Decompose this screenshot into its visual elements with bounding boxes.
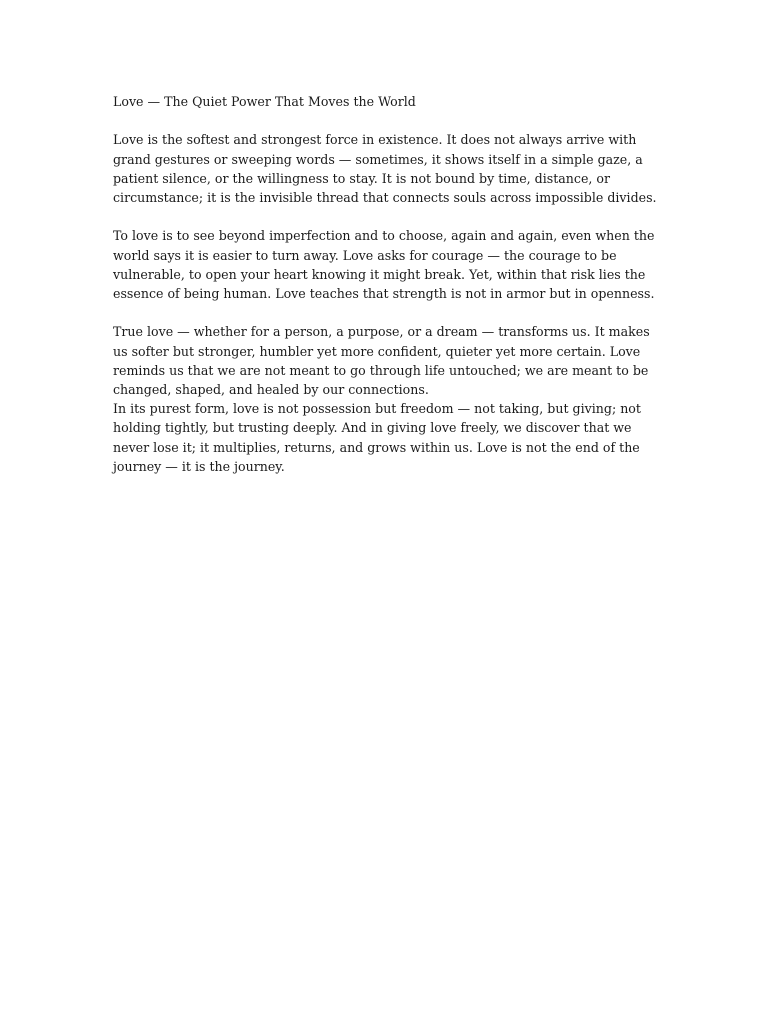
document-title: Love — The Quiet Power That Moves the World [113,94,416,109]
paragraph-3: True love — whether for a person, a purpose, or a dream — transforms us. It makes us softer but stronger, humbler yet more confident, quieter yet more certain. Love reminds us that we are not meant to go through life untouched; we are meant to be changed, shaped, and healed by our connections. [113,324,650,397]
paragraph-4: In its purest form, love is not possession but freedom — not taking, but giving; not holding tightly, but trusting deeply. And in giving love freely, we discover that we never lose it; it multiplies, returns, and grows within us. Love is not the end of the journey — it is the journey. [113,401,641,474]
paragraph-1: Love is the softest and strongest force in existence. It does not always arrive with grand gestures or sweeping words — sometimes, it shows itself in a simple gaze, a patient silence, or the willingness to stay. It is not bound by time, distance, or circumstance; it is the invisible thread that connects souls across impossible divides. [113,132,657,205]
paragraph-2: To love is to see beyond imperfection and to choose, again and again, even when the world says it is easier to turn away. Love asks for courage — the courage to be vulnerable, to open your heart knowing it might break. Yet, within that risk lies the essence of being human. Love teaches that strength is not in armor but in openness. [113,228,655,301]
document-body [113,92,658,476]
